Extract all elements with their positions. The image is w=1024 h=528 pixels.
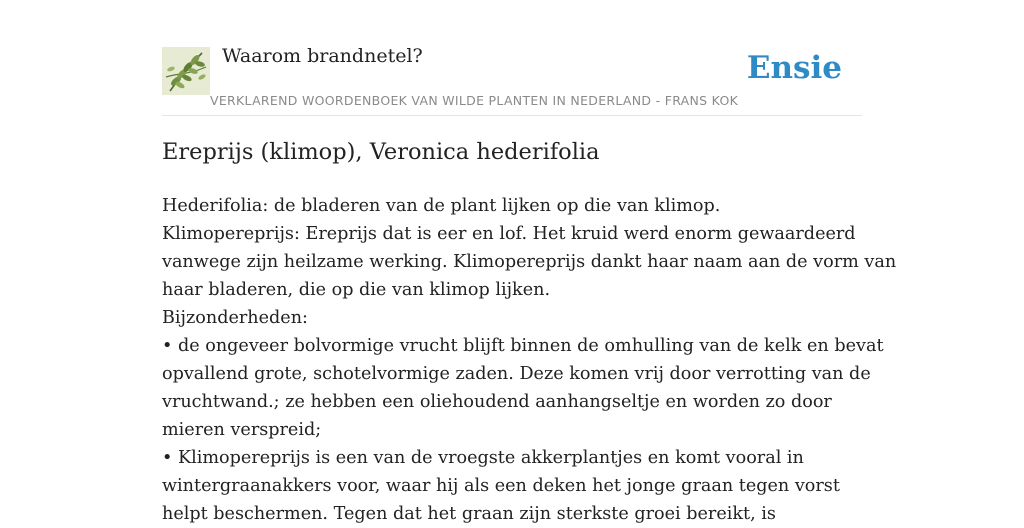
body-line: opvallend grote, schotelvormige zaden. Deze komen vrij door verrotting van de (162, 364, 871, 384)
body-line: Klimopereprijs: Ereprijs dat is eer en lof. Het kruid werd enorm gewaardeerd (162, 224, 856, 244)
body-line: • de ongeveer bolvormige vrucht blijft binnen de omhulling van de kelk en bevat (162, 336, 884, 356)
body-line: helpt beschermen. Tegen dat het graan zijn sterkste groei bereikt, is (162, 504, 776, 524)
entry-title: Ereprijs (klimop), Veronica hederifolia (162, 139, 600, 165)
body-line: Hederifolia: de bladeren van de plant lijken op die van klimop. (162, 196, 721, 216)
book-subtitle[interactable]: VERKLAREND WOORDENBOEK VAN WILDE PLANTEN IN NEDERLAND - FRANS KOK (210, 93, 739, 108)
body-line: • Klimopereprijs is een van de vroegste akkerplantjes en komt vooral in (162, 448, 804, 468)
body-line: wintergraanakkers voor, waar hij als een deken het jonge graan tegen vorst (162, 476, 840, 496)
header-divider (162, 115, 862, 116)
body-line: vanwege zijn heilzame werking. Klimopereprijs dankt haar naam aan de vorm van (162, 252, 897, 272)
avatar[interactable] (162, 47, 210, 95)
plant-leaves-icon (162, 47, 210, 95)
body-line: Bijzonderheden: (162, 308, 308, 328)
entry-body (162, 192, 897, 528)
body-line: haar bladeren, die op die van klimop lijken. (162, 280, 551, 300)
body-line: mieren verspreid; (162, 420, 322, 440)
book-title[interactable]: Waarom brandnetel? (222, 45, 423, 67)
body-line: vruchtwand.; ze hebben een oliehoudend aanhangseltje en worden zo door (162, 392, 832, 412)
ensie-logo[interactable]: Ensie (746, 50, 842, 86)
